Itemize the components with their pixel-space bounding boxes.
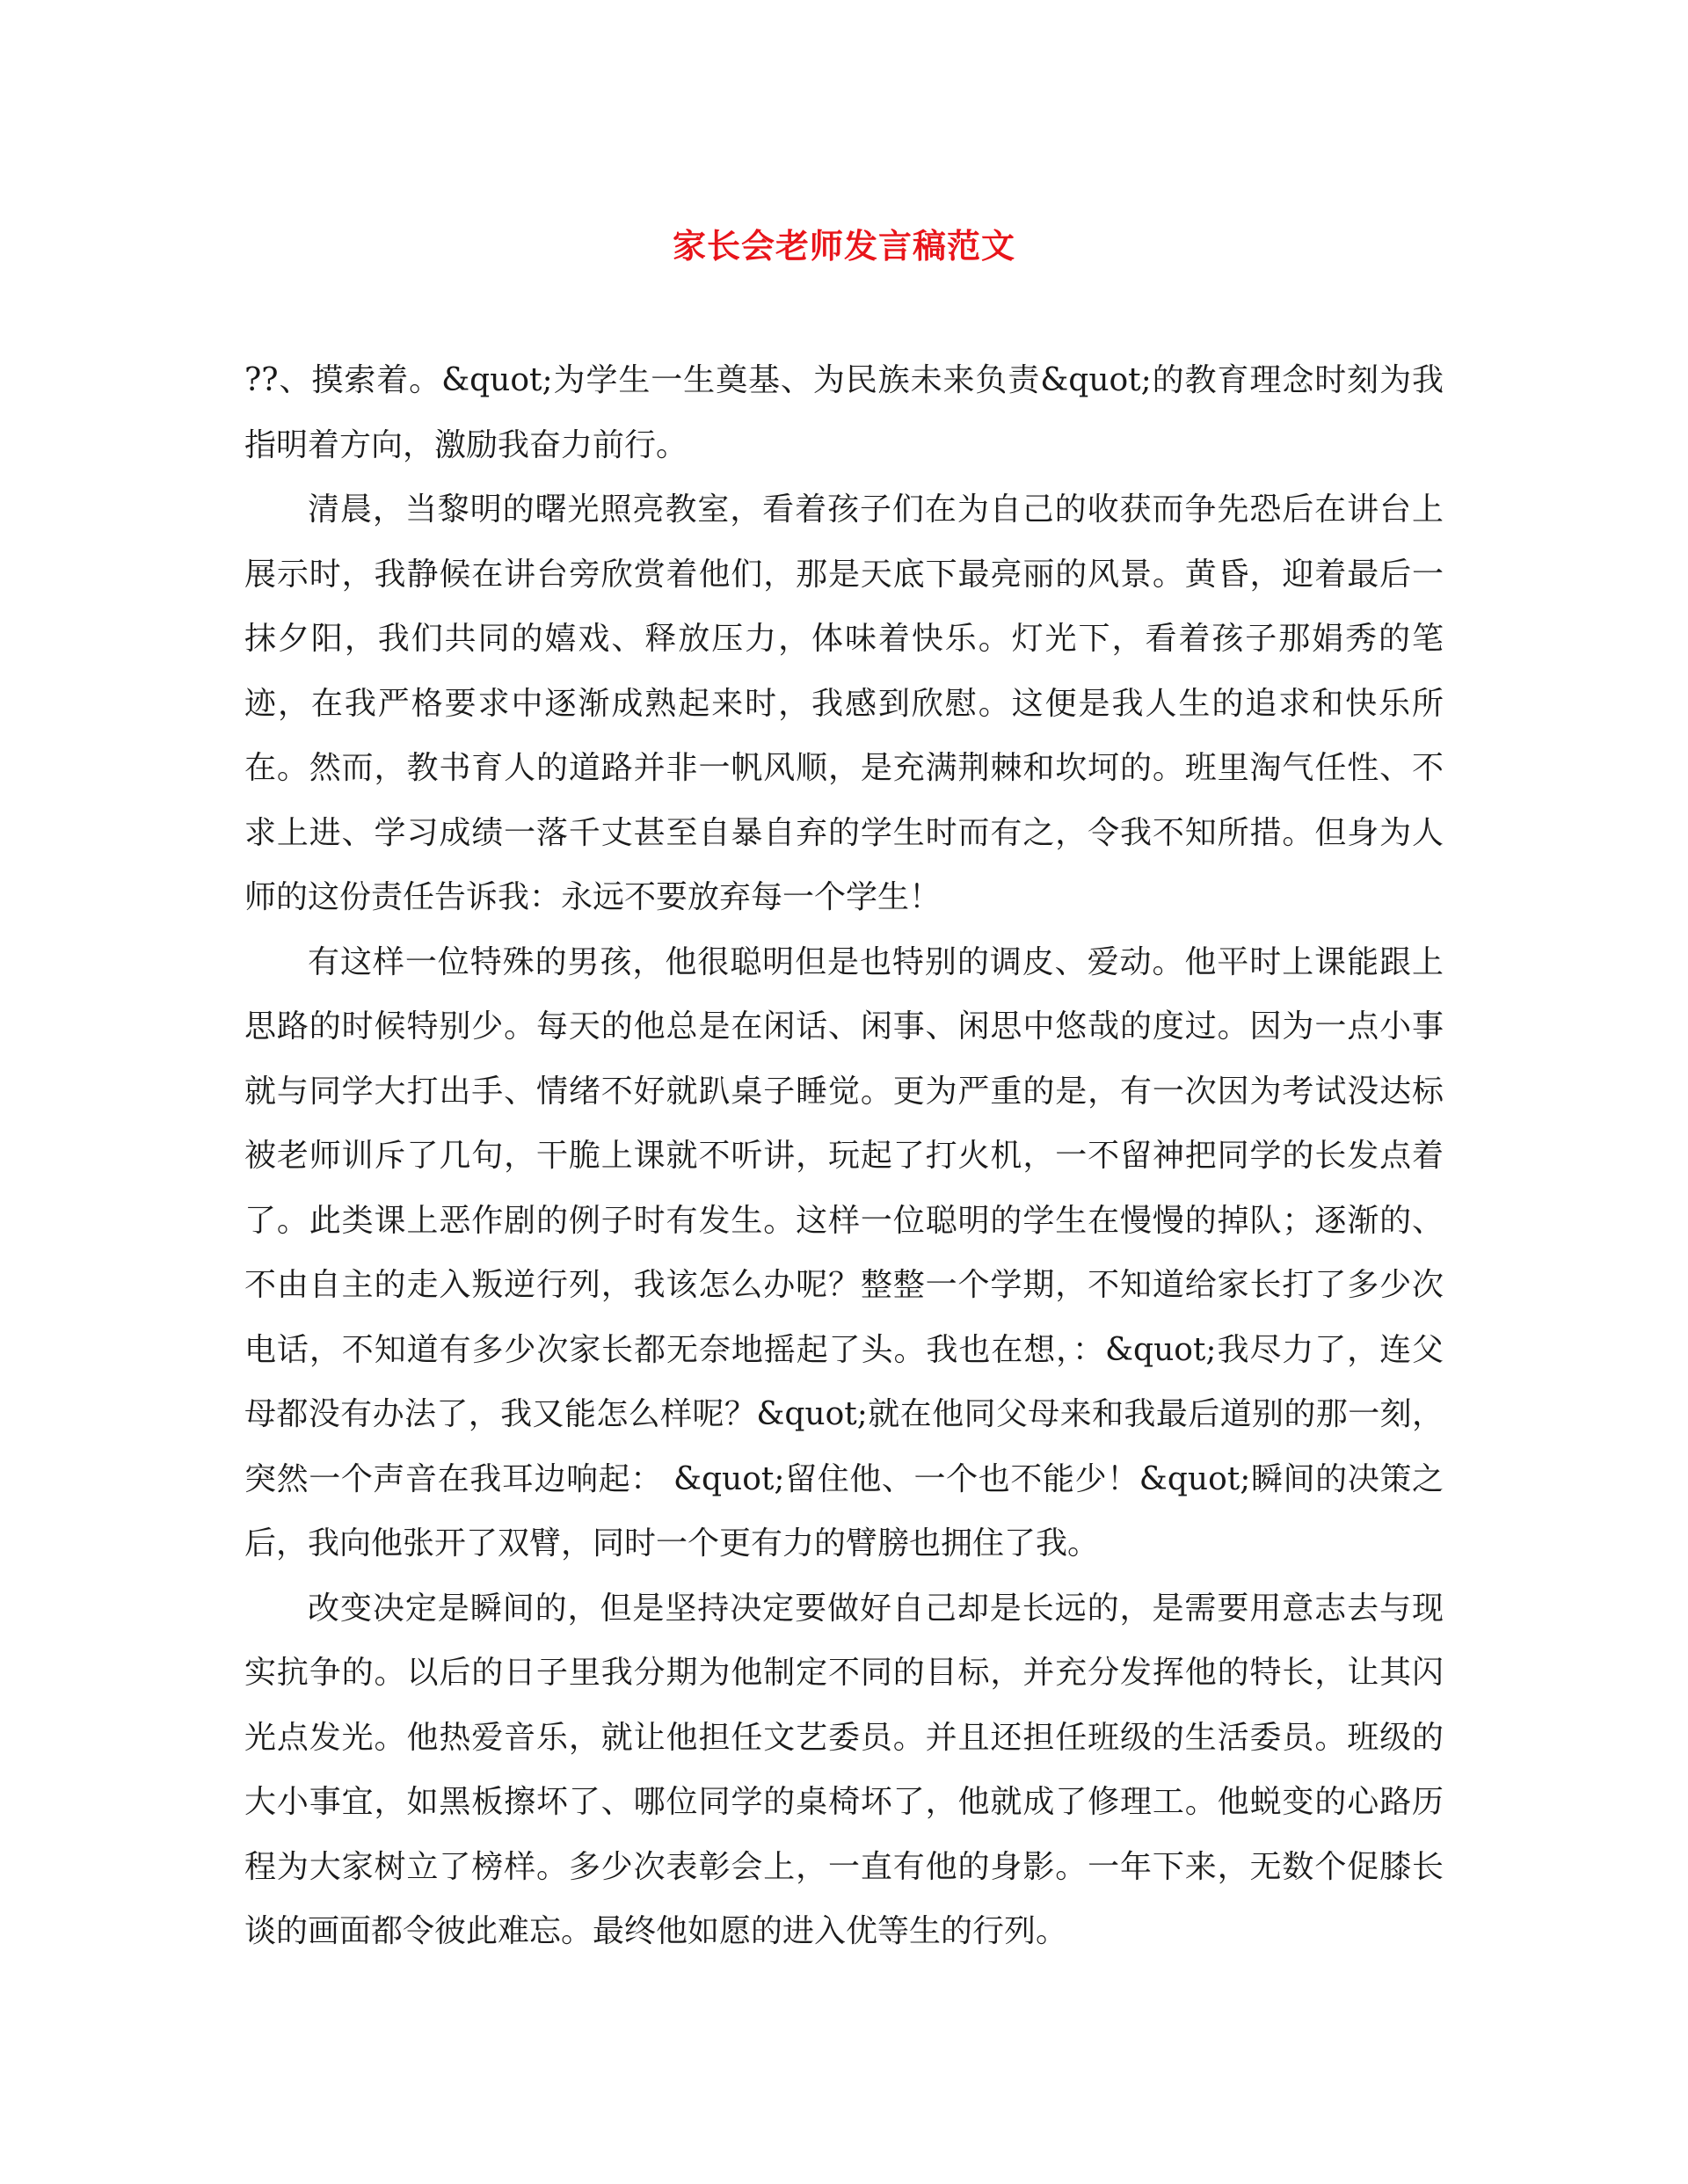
document-title: 家长会老师发言稿范文 [672, 226, 1015, 266]
paragraph-3: 有这样一位特殊的男孩，他很聪明但是也特别的调皮、爱动。他平时上课能跟上思路的时候特别少。每天的他总是在闲话、闲事、闲思中悠哉的度过。因为一点小事就与同学大打出手、情绪不好就趴桌子睡觉。更为严重的是，有一次因为考试没达标被老师训斥了几句，干脆上课就不听讲，玩起了打火机，一不留神把同学的长发点着了。此类课上恶作剧的例子时有发生。这样一位聪明的学生在慢慢的掉队；逐渐的、不由自主的走入叛逆行列，我该怎么办呢？整整一个学期，不知道给家长打了多少次电话，不知道有多少次家长都无奈地摇起了头。我也在想，：&quot;我尽力了，连父母都没有办法了，我又能怎么样呢？&quot;就在他同父母来和我最后道别的那一刻，突然一个声音在我耳边响起： &quot;留住他、一个也不能少！&quot;瞬间的决策之后，我向他张开了双臂，同时一个更有力的臂膀也拥住了我。 [244, 943, 1444, 1562]
paragraph-4: 改变决定是瞬间的，但是坚持决定要做好自己却是长远的，是需要用意志去与现实抗争的。以后的日子里我分期为他制定不同的目标，并充分发挥他的特长，让其闪光点发光。他热爱音乐，就让他担任文艺委员。并且还担任班级的生活委员。班级的大小事宜，如黑板擦坏了、哪位同学的桌椅坏了，他就成了修理工。他蜕变的心路历程为大家树立了榜样。多少次表彰会上，一直有他的身影。一年下来，无数个促膝长谈的画面都令彼此难忘。最终他如愿的进入优等生的行列。 [244, 1590, 1444, 1949]
document-body [244, 348, 1444, 1964]
paragraph-1: ??、摸索着。&quot;为学生一生奠基、为民族未来负责&quot;的教育理念时刻为我指明着方向，激励我奋力前行。 [244, 362, 1444, 463]
paragraph-2: 清晨，当黎明的曙光照亮教室，看着孩子们在为自己的收获而争先恐后在讲台上展示时，我静候在讲台旁欣赏着他们，那是天底下最亮丽的风景。黄昏，迎着最后一抹夕阳，我们共同的嬉戏、释放压力，体味着快乐。灯光下，看着孩子那娟秀的笔迹，在我严格要求中逐渐成熟起来时，我感到欣慰。这便是我人生的追求和快乐所在。然而，教书育人的道路并非一帆风顺，是充满荆棘和坎坷的。班里淘气任性、不求上进、学习成绩一落千丈甚至自暴自弃的学生时而有之，令我不知所措。但身为人师的这份责任告诉我：永远不要放弃每一个学生！ [244, 491, 1444, 915]
